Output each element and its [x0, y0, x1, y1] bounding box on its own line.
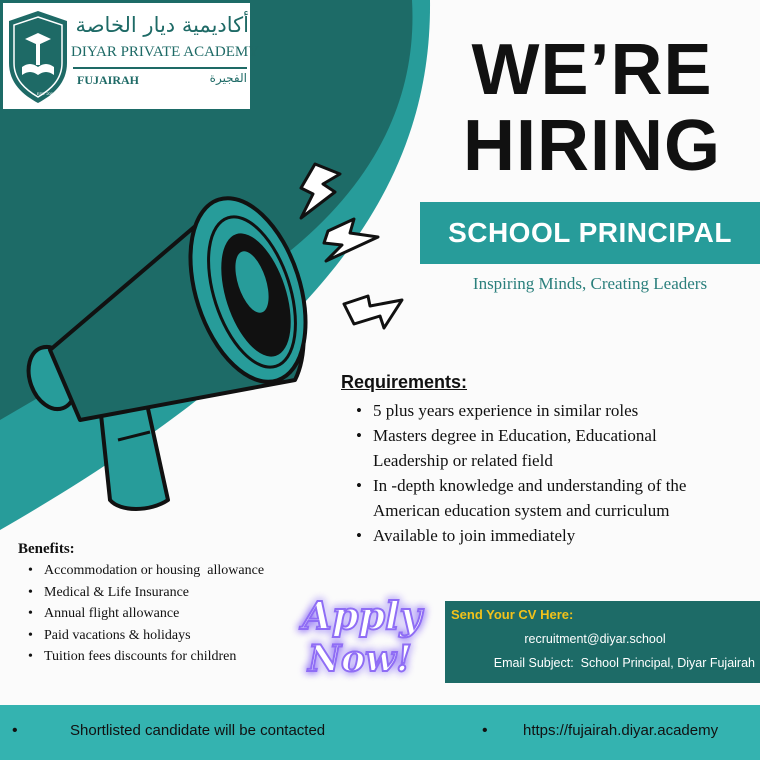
benefit-item: • Paid vacations & holidays	[28, 625, 328, 647]
footer-contact-note: Shortlisted candidate will be contacted	[70, 722, 326, 739]
headline-hiring: HIRING	[463, 106, 721, 186]
requirement-item: • Available to join immediately	[356, 523, 756, 548]
logo-established: EST. 2006	[36, 91, 56, 96]
logo-city-arabic: الفجيرة	[209, 71, 247, 85]
cv-email-link[interactable]: recruitment@diyar.school	[524, 632, 666, 646]
lightning-bolt-icon	[295, 160, 345, 222]
apply-text: Apply	[302, 593, 422, 638]
benefit-item: • Tuition fees discounts for children	[28, 646, 328, 668]
academy-logo	[3, 3, 260, 109]
now-text: Now!	[308, 638, 412, 680]
requirement-item: • In -depth knowledge and understanding of the American education system and curriculum	[356, 473, 753, 523]
role-banner	[420, 202, 760, 264]
requirement-item: • 5 plus years experience in similar roles	[356, 398, 756, 423]
benefit-item: • Medical & Life Insurance	[28, 582, 328, 604]
cv-submission-box	[445, 601, 760, 683]
requirement-item: • Masters degree in Education, Educational Leadership or related field	[356, 423, 703, 473]
footer-bullet: •	[482, 722, 488, 739]
cv-email-subject: Email Subject: School Principal, Diyar Fujairah	[493, 656, 755, 670]
footer-website-link[interactable]: https://fujairah.diyar.academy	[523, 722, 719, 739]
logo-english-name: DIYAR PRIVATE ACADEMY	[71, 44, 260, 60]
lightning-bolt-icon	[340, 292, 406, 332]
cv-title: Send Your CV Here:	[451, 607, 574, 622]
lightning-bolt-icon	[320, 215, 382, 265]
requirements-title: Requirements:	[341, 372, 468, 392]
benefit-item: • Annual flight allowance	[28, 603, 328, 625]
logo-city: FUJAIRAH	[77, 73, 139, 87]
benefits-title: Benefits:	[18, 541, 75, 557]
role-title: SCHOOL PRINCIPAL	[448, 217, 732, 248]
logo-divider	[73, 67, 247, 69]
footer-bullet: •	[12, 722, 18, 739]
logo-arabic-name: أكاديمية ديار الخاصة	[75, 13, 249, 37]
requirements-list	[356, 398, 756, 548]
headline-were: WE’RE	[471, 30, 713, 110]
benefit-item: • Accommodation or housing allowance	[28, 560, 328, 582]
footer-bar	[0, 705, 760, 760]
tagline: Inspiring Minds, Creating Leaders	[472, 274, 708, 293]
apply-now-badge[interactable]	[280, 585, 440, 685]
